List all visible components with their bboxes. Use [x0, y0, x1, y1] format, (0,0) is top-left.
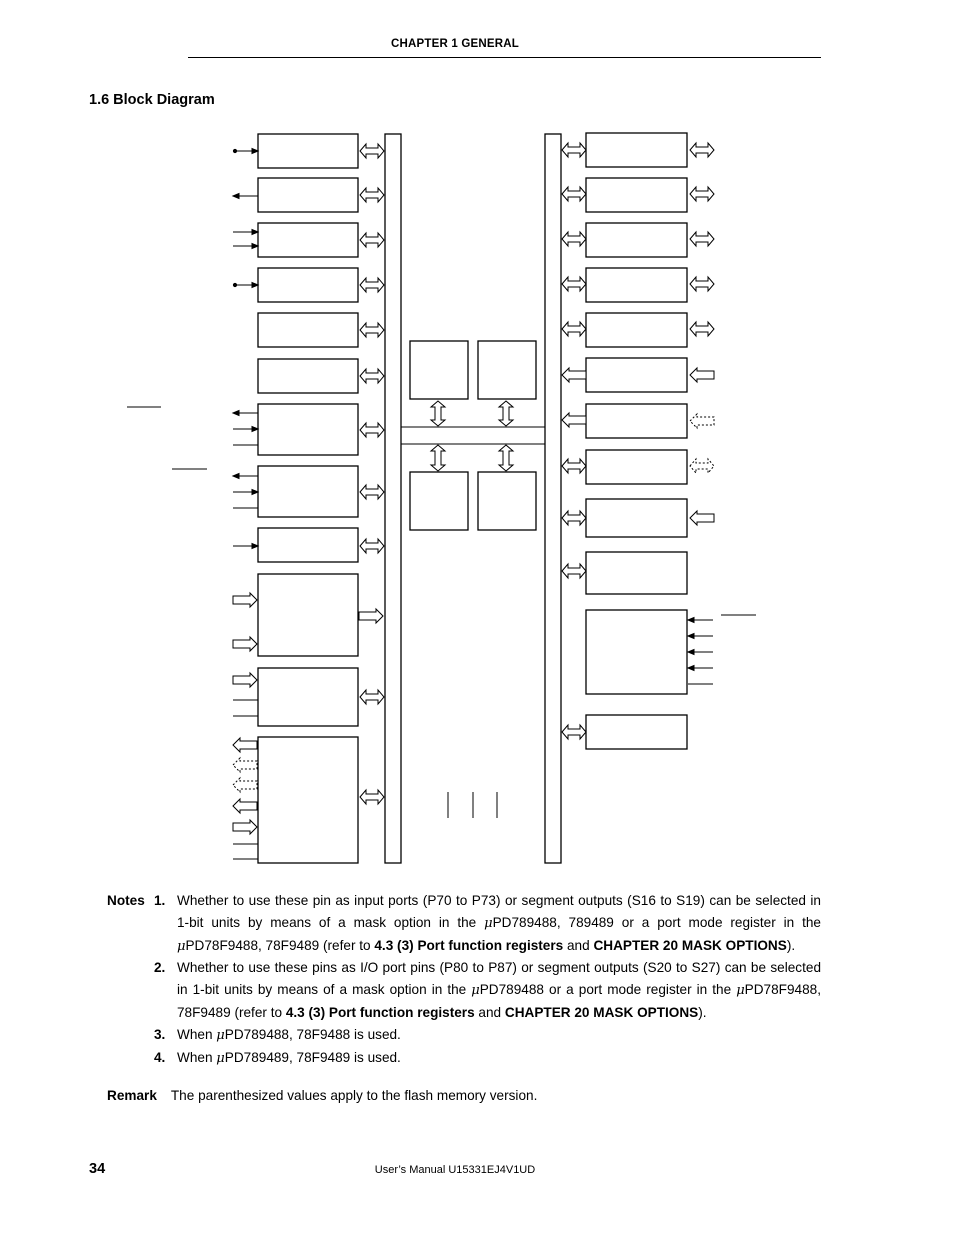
bidirectional-bus-arrow [690, 143, 714, 157]
peripheral-block [258, 574, 358, 656]
bidirectional-bus-arrow [690, 277, 714, 291]
note-item [107, 1047, 821, 1070]
peripheral-block [586, 358, 687, 392]
arrow-head [252, 283, 258, 288]
note-text: When μPD789488, 78F9488 is used. [177, 1026, 401, 1043]
bidirectional-bus-arrow [562, 564, 586, 578]
peripheral-block [258, 668, 358, 726]
left-bus-arrow [690, 414, 714, 428]
peripheral-block [258, 359, 358, 393]
peripheral-block [258, 528, 358, 562]
note-text: Whether to use these pin as input ports (P70 to P73) or segment outputs (S16 to S19) can be selected in 1-bit units by means of a mask option in the μPD789488, 789489 or a port mode register in the μPD78F9488, 78F9489 (refer to 4.3 (3) Port function registers and CHAPTER 20 MASK OPTIONS). [177, 893, 821, 954]
peripheral-block [586, 133, 687, 167]
arrow-head [688, 650, 694, 655]
vertical-bus-arrow [499, 445, 513, 471]
bidirectional-bus-arrow [562, 143, 586, 157]
left-bus-arrow [690, 368, 714, 382]
note-item [107, 1024, 821, 1047]
peripheral-block [586, 715, 687, 749]
vertical-bus-arrow [431, 401, 445, 426]
peripheral-block [586, 313, 687, 347]
peripheral-block [258, 178, 358, 212]
arrow-head [252, 149, 258, 154]
core-block [410, 341, 468, 399]
internal-bus-left [385, 134, 401, 863]
arrow-head [252, 490, 258, 495]
note-number: 1. [154, 893, 166, 908]
bidirectional-bus-arrow [690, 322, 714, 336]
note-number: 3. [154, 1026, 166, 1042]
arrow-head [252, 230, 258, 235]
remark-label: Remark [107, 1088, 157, 1103]
page-number: 34 [89, 1161, 106, 1177]
core-block [478, 341, 536, 399]
arrow-head [252, 427, 258, 432]
arrow-head [252, 544, 258, 549]
peripheral-block [586, 223, 687, 257]
left-bus-arrow [690, 511, 714, 525]
peripheral-block [258, 134, 358, 168]
vertical-bus-arrow [499, 401, 513, 426]
memory-block [410, 472, 468, 530]
bidirectional-bus-arrow [562, 725, 586, 739]
peripheral-block [586, 552, 687, 594]
header-rule [188, 57, 821, 58]
section-title: 1.6 Block Diagram [89, 92, 215, 108]
peripheral-block [586, 404, 687, 438]
bidirectional-bus-arrow [690, 187, 714, 201]
arrow-head [688, 666, 694, 671]
remark [107, 1088, 537, 1103]
note-text: Whether to use these pins as I/O port pins (P80 to P87) or segment outputs (S20 to S27) can be selected in 1-bit units by means of a mask option in the μPD789488 or a port mode register in the μPD78F9488, 78F9489 (refer to 4.3 (3) Port function registers and CHAPTER 20 MASK OPTIONS). [177, 960, 821, 1020]
block-diagram [0, 120, 954, 880]
peripheral-block [586, 610, 687, 694]
peripheral-block [258, 466, 358, 517]
arrow-head [233, 194, 239, 199]
bidirectional-bus-arrow [360, 233, 384, 247]
arrow-head [233, 411, 239, 416]
right-bus-arrow [233, 673, 257, 687]
bidirectional-bus-arrow [562, 277, 586, 291]
notes-label: Notes [107, 893, 145, 908]
bidirectional-bus-arrow [562, 511, 586, 525]
right-bus-arrow [359, 609, 383, 623]
note-text: When μPD789489, 78F9489 is used. [177, 1049, 401, 1066]
peripheral-block [586, 499, 687, 537]
pin-dot [233, 149, 236, 152]
bidirectional-bus-arrow [360, 278, 384, 292]
left-bus-arrow [562, 413, 586, 427]
right-bus-arrow [233, 637, 257, 651]
vertical-bus-arrow [431, 445, 445, 471]
peripheral-block [586, 268, 687, 302]
bidirectional-bus-arrow [360, 539, 384, 553]
bidirectional-bus-arrow [562, 459, 586, 473]
notes [107, 890, 821, 1069]
pin-dot [233, 283, 236, 286]
peripheral-block [586, 178, 687, 212]
note-number: 2. [154, 960, 166, 976]
remark-text: The parenthesized values apply to the flash memory version. [170, 1088, 538, 1103]
note-item [107, 957, 821, 1023]
bidirectional-bus-arrow [360, 369, 384, 383]
bidirectional-bus-arrow [360, 690, 384, 704]
bidirectional-bus-arrow [360, 323, 384, 337]
arrow-head [688, 634, 694, 639]
bidirectional-bus-arrow [360, 790, 384, 804]
left-bus-arrow [233, 778, 257, 792]
manual-footer: User’s Manual U15331EJ4V1UD [374, 1164, 536, 1176]
note-item [107, 890, 821, 957]
peripheral-block [258, 223, 358, 257]
left-bus-arrow [233, 799, 257, 813]
left-bus-arrow [233, 738, 257, 752]
arrow-head [688, 618, 694, 623]
peripheral-block [258, 313, 358, 347]
chapter-header: CHAPTER 1 GENERAL [391, 38, 519, 50]
bidirectional-bus-arrow [562, 232, 586, 246]
arrow-head [252, 244, 258, 249]
bidirectional-bus-arrow [690, 232, 714, 246]
peripheral-block [258, 268, 358, 302]
note-number: 4. [154, 1049, 166, 1065]
arrow-head [233, 474, 239, 479]
bidirectional-bus-arrow [360, 144, 384, 158]
peripheral-block [258, 737, 358, 863]
bidirectional-bus-arrow [562, 187, 586, 201]
bidirectional-bus-arrow [562, 322, 586, 336]
memory-block [478, 472, 536, 530]
bidirectional-bus-arrow [360, 485, 384, 499]
internal-bus-right [545, 134, 561, 863]
bidirectional-bus-arrow [360, 423, 384, 437]
right-bus-arrow [233, 593, 257, 607]
left-bus-arrow [233, 758, 257, 772]
bidirectional-bus-arrow [360, 188, 384, 202]
right-bus-arrow [233, 820, 257, 834]
peripheral-block [586, 450, 687, 484]
peripheral-block [258, 404, 358, 455]
bidirectional-bus-arrow [690, 459, 714, 473]
left-bus-arrow [562, 368, 586, 382]
